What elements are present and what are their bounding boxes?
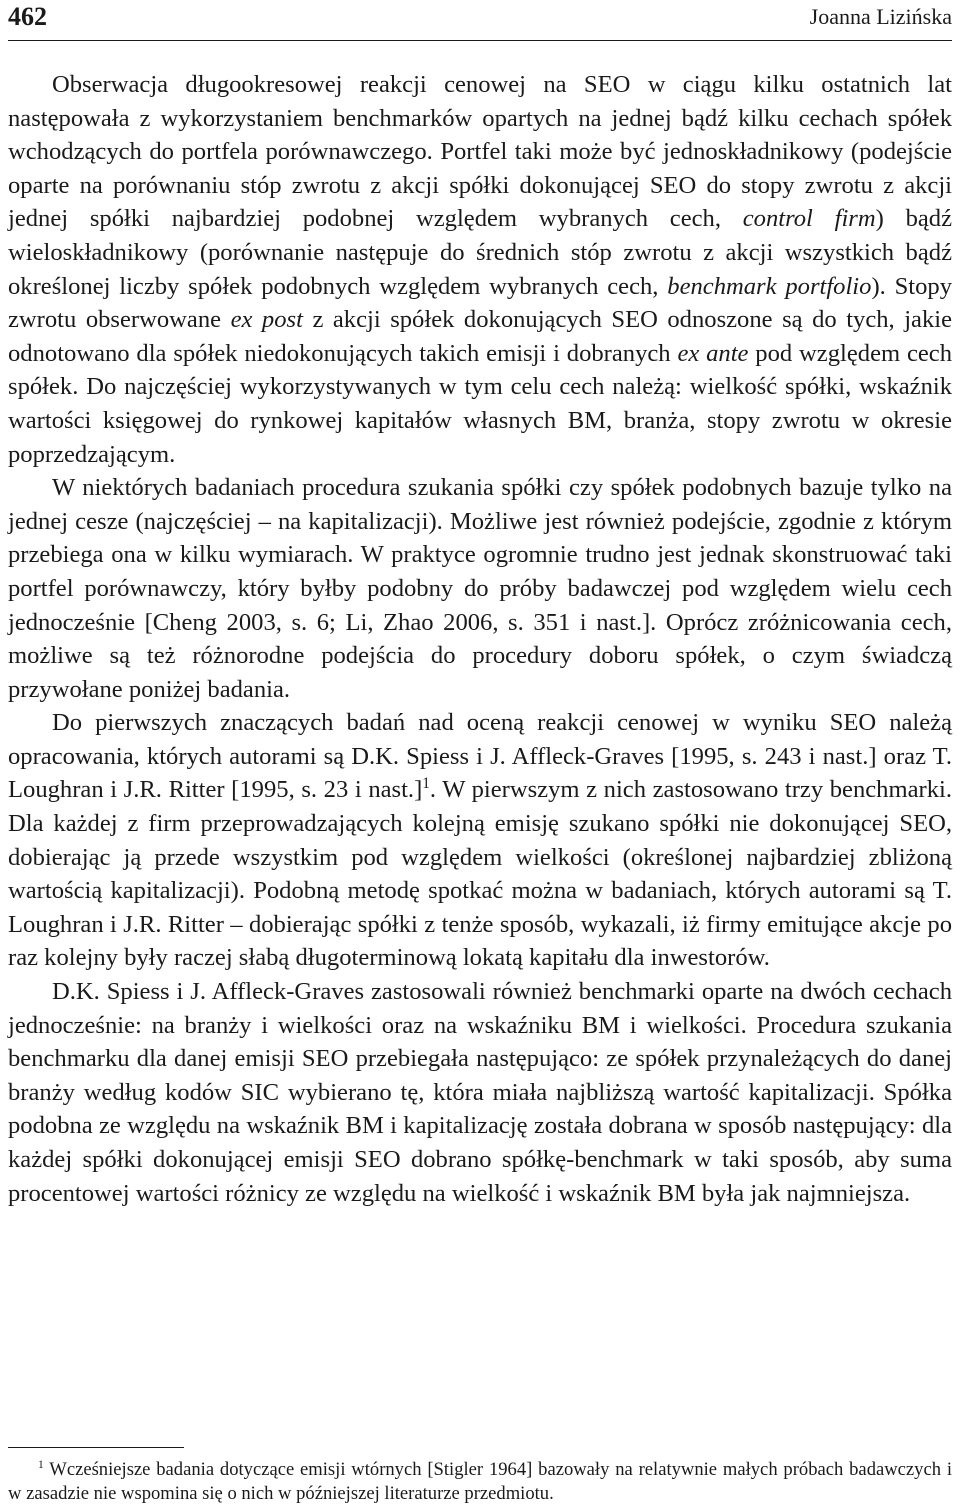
text-run: D.K. Spiess i J. Affleck-Graves zastosowali również benchmarki oparte na dwóch cechach jednocześnie: na branży i wielkości oraz na wskaźniku BM i wielkości. Procedura szukania benchmarku dla danej emisji SEO przebiegała następująco: ze spółek przynależących do danej branży według kodów SIC wybierano tę, która miała najbliższą wartość kapitalizacji. Spółka podobna ze względu na wskaźnik BM i kapitalizację została dobrana w sposób następujący: dla każdej spółki dokonującej emisji SEO dobrano spółkę-benchmark w taki sposób, aby suma procentowej wartości różnicy ze względu na wielkość i wskaźnik BM była jak najmniejsza. xyxy=(8,978,952,1207)
text-run: Obserwacja długookresowej reakcji cenowej na SEO w ciągu kilku ostatnich lat następowała z wykorzystaniem benchmarków opartych na jednej bądź kilku cechach spółek wchodzących do portfela porównawczego. Portfel taki może być jednoskładnikowy (podejście oparte na porównaniu stóp zwrotu z akcji spółki dokonującej SEO do stopy zwrotu z akcji jednej spółki najbardziej podobnej względem wybranych cech, xyxy=(8,71,952,233)
italic-term: benchmark portfolio xyxy=(667,272,872,300)
footnote-separator xyxy=(8,1447,184,1448)
text-run: pod względem cech spółek. Do najczęściej wykorzystywanych w tym celu cech należą: wielkość spółki, wskaźnik wartości księgowej do rynkowej kapitałów własnych BM, branża, stopy zwrotu w okresie poprzedzającym. xyxy=(8,339,952,468)
footnote-ref: 1 xyxy=(422,775,430,793)
paragraph xyxy=(8,706,952,975)
footnote xyxy=(8,1458,952,1506)
page-number: 462 xyxy=(8,2,47,31)
text-run: W niektórych badaniach procedura szukania spółki czy spółek podobnych bazuje tylko na jednej cesze (najczęściej – na kapitalizacji). Możliwe jest również podejście, zgodnie z którym przebiega ona w kilku wymiarach. W praktyce ogromnie trudno jest jednak skonstruować taki portfel porównawczy, który byłby podobny do próby badawczej pod względem wielu cech jednocześnie [Cheng 2003, s. 6; Li, Zhao 2006, s. 351 i nast.]. Oprócz zróżnicowania cech, możliwe są też różnorodne podejścia do procedury doboru spółek, o czym świadczą przywołane poniżej badania. xyxy=(8,474,952,703)
footnote-marker: 1 xyxy=(38,1458,44,1471)
text-run: z akcji spółek dokonujących SEO odnoszone są do tych, jakie odnotowano dla spółek niedokonujących takich emisji i dobranych xyxy=(8,306,953,367)
footnote-text: Wcześniejsze badania dotyczące emisji wtórnych [Stigler 1964] bazowały na relatywnie małych próbach badawczych i w zasadzie nie wspomina się o nich w późniejszej literaturze przedmiotu. xyxy=(8,1459,953,1504)
paragraph xyxy=(8,68,952,471)
italic-term: ex post xyxy=(230,306,303,334)
paragraph xyxy=(8,471,952,706)
running-header xyxy=(8,0,952,41)
body-text xyxy=(8,68,952,1210)
italic-term: control firm xyxy=(742,205,876,233)
paragraph xyxy=(8,975,952,1210)
text-run: ) bądź wieloskładnikowy (porównanie następuje do średnich stóp zwrotu z akcji wszystkich bądź określonej liczby spółek podobnych względem wybranych cech, xyxy=(8,205,953,300)
text-run: . W pierwszym z nich zastosowano trzy benchmarki. Dla każdej z firm przeprowadzających kolejną emisję szukano spółki nie dokonującej SEO, dobierając ją przede wszystkim pod względem wielkości (określonej najbardziej zbliżoną wartością kapitalizacji). Podobną metodę spotkać można w badaniach, których autorami są T. Loughran i J.R. Ritter – dobierając spółki z tenże sposób, wykazali, iż firmy emitujące akcje po raz kolejny były raczej słabą długoterminową lokatą kapitału dla inwestorów. xyxy=(8,776,952,972)
text-run: Do pierwszych znaczących badań nad oceną reakcji cenowej w wyniku SEO należą opracowania, których autorami są D.K. Spiess i J. Affleck-Graves [1995, s. 243 i nast.] oraz T. Loughran i J.R. Ritter [1995, s. 23 i nast.] xyxy=(8,709,952,804)
italic-term: ex ante xyxy=(677,339,749,367)
text-run: ). Stopy zwrotu obserwowane xyxy=(8,272,952,334)
running-author: Joanna Lizińska xyxy=(809,4,952,29)
